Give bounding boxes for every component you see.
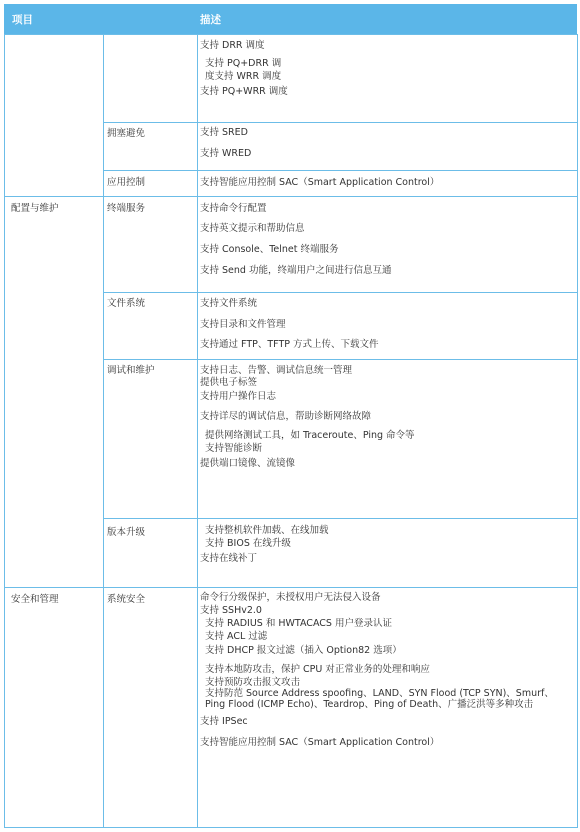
row-label: 终端服务 <box>107 203 146 214</box>
desc-line: 提供端口镜像、流镜像 <box>200 458 296 469</box>
header-item: 项目 <box>12 14 33 26</box>
desc-line: 支持 RADIUS 和 HWTACACS 用户登录认证 <box>205 618 392 629</box>
desc-line: 支持整机软件加载、在线加载 <box>205 525 329 536</box>
desc-line: 支持命令行配置 <box>200 203 267 214</box>
desc-line: 支持智能应用控制 SAC（Smart Application Control） <box>200 177 440 188</box>
row-separator <box>103 170 578 171</box>
desc-line: 支持 WRED <box>200 148 252 159</box>
desc-line: 度支持 WRR 调度 <box>205 71 282 82</box>
desc-line: 支持目录和文件管理 <box>200 319 286 330</box>
desc-line: 命令行分级保护，未授权用户无法侵入设备 <box>200 592 381 603</box>
section-separator <box>4 196 578 197</box>
row-separator <box>103 359 578 360</box>
desc-line: 支持预防攻击报文攻击 <box>205 677 301 688</box>
section-label: 配置与维护 <box>11 203 59 214</box>
desc-line: 支持 IPSec <box>200 716 248 727</box>
desc-line: 支持用户操作日志 <box>200 391 277 402</box>
desc-line: 支持英文提示和帮助信息 <box>200 223 305 234</box>
row-label: 版本升级 <box>107 527 146 538</box>
desc-line: Ping Flood (ICMP Echo)、Teardrop、Ping of Death、广播泛洪等多种攻击 <box>205 699 534 710</box>
section-separator <box>4 587 578 588</box>
table-border-left <box>4 34 5 828</box>
desc-line: 支持 SRED <box>200 127 248 138</box>
desc-line: 支持日志、告警、调试信息统一管理 <box>200 365 353 376</box>
desc-line: 支持 BIOS 在线升级 <box>205 538 291 549</box>
col-separator-1 <box>103 34 104 828</box>
row-label: 文件系统 <box>107 298 146 309</box>
desc-line: 支持防范 Source Address spoofing、LAND、SYN Flood (TCP SYN)、Smurf、 <box>205 688 554 699</box>
section-label: 安全和管理 <box>11 594 59 605</box>
row-separator <box>103 122 578 123</box>
desc-line: 支持本地防攻击，保护 CPU 对正常业务的处理和响应 <box>205 664 430 675</box>
table-header <box>4 4 577 34</box>
table-border-top <box>4 34 578 35</box>
desc-line: 支持 PQ+WRR 调度 <box>200 86 288 97</box>
row-label: 系统安全 <box>107 594 146 605</box>
row-label: 应用控制 <box>107 177 146 188</box>
row-label: 调试和维护 <box>107 365 155 376</box>
desc-line: 支持通过 FTP、TFTP 方式上传、下载文件 <box>200 339 379 350</box>
table-border-right <box>577 34 578 828</box>
desc-line: 支持 Console、Telnet 终端服务 <box>200 244 339 255</box>
desc-line: 支持在线补丁 <box>200 553 258 564</box>
desc-line: 支持详尽的调试信息，帮助诊断网络故障 <box>200 411 372 422</box>
desc-line: 支持 ACL 过滤 <box>205 631 268 642</box>
table-border-bottom <box>4 827 578 828</box>
desc-line: 支持 DHCP 报文过滤（插入 Option82 选项） <box>205 645 402 656</box>
desc-line: 提供电子标签 <box>200 377 258 388</box>
desc-line: 支持 Send 功能，终端用户之间进行信息互通 <box>200 265 392 276</box>
desc-line: 支持智能诊断 <box>205 443 263 454</box>
desc-line: 支持文件系统 <box>200 298 258 309</box>
row-label: 拥塞避免 <box>107 128 146 139</box>
col-separator-2 <box>197 34 198 828</box>
row-separator <box>103 518 578 519</box>
desc-line: 提供网络测试工具，如 Traceroute、Ping 命令等 <box>205 430 415 441</box>
desc-line: 支持 SSHv2.0 <box>200 605 262 616</box>
desc-line: 支持智能应用控制 SAC（Smart Application Control） <box>200 737 440 748</box>
desc-line: 支持 DRR 调度 <box>200 40 265 51</box>
header-description: 描述 <box>200 14 221 26</box>
desc-line: 支持 PQ+DRR 调 <box>205 58 282 69</box>
row-separator <box>103 292 578 293</box>
